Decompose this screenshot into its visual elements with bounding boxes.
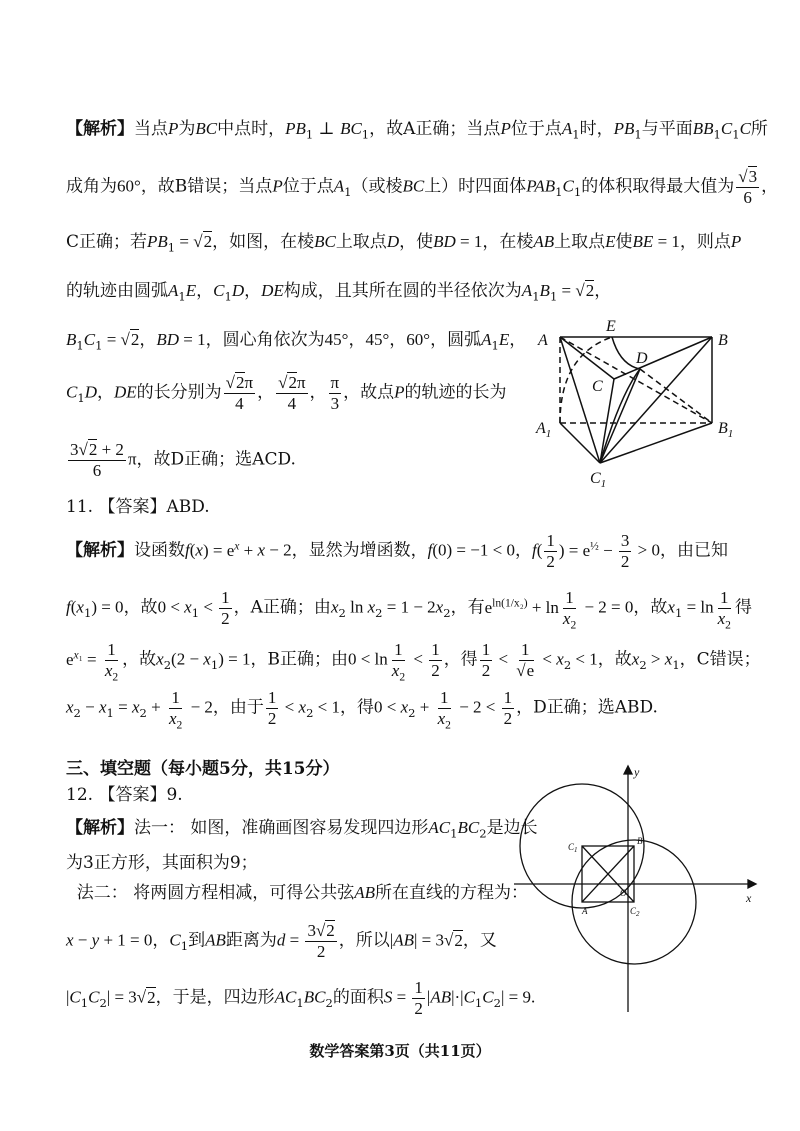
q12-line-2: 为3正方形，其面积为9； [66, 853, 258, 873]
section-3-title: 三、填空题（每小题5分，共15分） [66, 759, 340, 779]
q12-line-5: $|C_1C_2| = 3√2$，于是，四边形$AC_1BC_2$的面积S = $\frac{1}{2}$ $|AB|\cdot|C_1C_2| = 9$. [66, 978, 536, 1018]
q12-line-3: 法二： 将两圆方程相减，可得公共弦AB所在直线的方程为： [66, 883, 528, 903]
page-footer: 数学答案第3页（共11页） [309, 1042, 491, 1060]
label-O: O [620, 888, 627, 898]
q11-line-3: $e^{x_1}$ = $\frac{1}{x_2}$ ，故$x_2(2 - x_1) = 1$，B正确；由0 < ln $\frac{1}{x_2}$ < $\frac{1}{2}$ ，得 $\frac{1}{2}$ < $\frac{1}{√e}$ < $x_2 < 1$，故$x_2 > x_1$，C错误； [66, 640, 761, 683]
x-axis-arrow [748, 880, 756, 888]
q12-line-4: x − y + 1 = 0，$C_1$到AB距离为d = $\frac{3√2}{2}$ ，所以|AB| = 3√2，又 [66, 921, 497, 961]
q10-line-5: $B_1C_1 = √2$，BD = 1，圆心角依次为45°，45°，60°，圆弧$A_1E$， [66, 330, 527, 353]
line-C1A [560, 337, 600, 463]
label-A1: $A_1$ [536, 420, 552, 440]
q10-line-3: C正确；若$PB_1 = √2$，如图，在棱BC上取点D，使BD = 1，在棱AB上取点E使BE = 1，则点P [66, 232, 742, 255]
label-A: A [582, 906, 588, 916]
line-C1D [600, 369, 640, 463]
prism-figure [530, 315, 750, 490]
label-B: B [718, 332, 728, 349]
q10-line-6: $C_1D$，DE的长分别为 $\frac{√2\pi}{4}$ ， $\frac{√2\pi}{4}$ ， $\frac{\pi}{3}$ ，故点P的轨迹的长为 [66, 373, 507, 413]
label-C1: $C_1$ [568, 842, 578, 854]
label-C1: $C_1$ [590, 470, 607, 490]
q12-line-1: 【解析】法一： 如图，准确画图容易发现四边形$AC_1BC_2$是边长 [66, 818, 538, 841]
q10-line-1: 【解析】当点P为BC中点时，$PB_1$ ⊥ $BC_1$，故A正确；当点P位于点$A_1$时，$PB_1$与平面$BB_1C_1C$所 [66, 119, 768, 142]
label-y: y [634, 765, 640, 779]
y-axis-arrow [624, 766, 632, 774]
circles-figure [510, 762, 760, 1017]
q11-line-1: 【解析】设函数$f(x) = e^x + x - 2$，显然为增函数，f(0) = −1 < 0，f( $\frac{1}{2}$ ) = $e^{\frac{1}{2}}$ − $\frac{3}{2}$ > 0，由已知 [66, 531, 729, 571]
label-x: x [746, 891, 752, 905]
label-E: E [606, 318, 616, 335]
label-B: B [637, 836, 643, 846]
label-A: A [538, 332, 548, 349]
arc-A1E [560, 337, 612, 423]
label-C2: $C_2$ [630, 906, 640, 918]
q11-answer: 11. 【答案】ABD. [66, 497, 210, 517]
q12-answer: 12. 【答案】9. [66, 785, 183, 805]
line-C1B [600, 337, 712, 463]
q10-line-2: 成角为60°，故B错误；当点P位于点$A_1$（或棱BC上）时四面体$PAB_1C_1$的体积取得最大值为 $\frac{√3}{6}$ ， [66, 167, 779, 207]
edge-CB [614, 337, 712, 379]
edge-AC [560, 337, 614, 379]
q10-line-7: $\frac{3√2 + 2}{6}$ π，故D正确；选ACD. [70, 440, 296, 480]
q11-line-4: $x_2 - x_1 = x_2$ + $\frac{1}{x_2}$ − 2，由于 $\frac{1}{2}$ < $x_2 < 1$，得$0 < x_2$ + $\frac{1}{x_2}$ − 2 < $\frac{1}{2}$ ，D正确；选ABD. [66, 688, 658, 731]
q11-line-2: $f(x_1) = 0$，故$0 < x_1$ < $\frac{1}{2}$ ，A正确；由$x_2$ $\ln x_2 = 1 - 2x_2$，有$e^{ln(1/x_2)} + \ln$ $\frac{1}{x_2}$ − 2 = 0，故$x_1 = \ln$ $\frac{1}{x_2}$ 得 [66, 588, 752, 631]
label-C: C [592, 378, 603, 395]
label-D: D [636, 350, 648, 367]
q10-line-4: 的轨迹由圆弧$A_1E$，$C_1D$，DE构成，且其所在圆的半径依次为$A_1B_1 = √2$， [66, 281, 612, 304]
label-B1: $B_1$ [718, 420, 734, 440]
